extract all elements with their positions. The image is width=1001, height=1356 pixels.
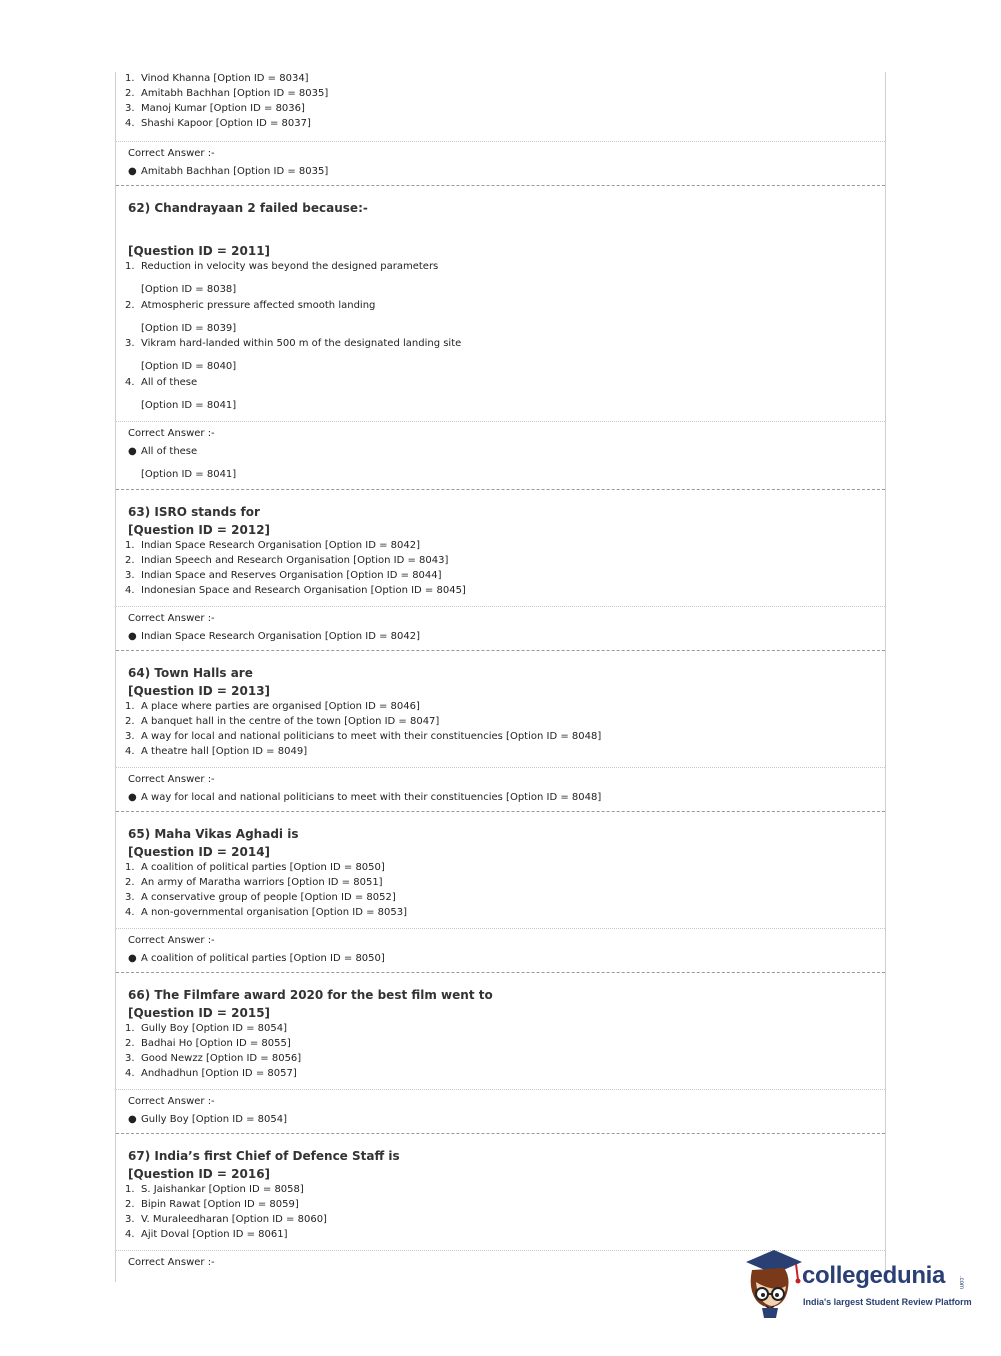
mascot-icon — [740, 1248, 804, 1320]
correct-answer: ● All of these — [128, 446, 198, 457]
option-item: 3. Vikram hard-landed within 500 m of the designated landing site — [125, 338, 462, 349]
question-66-answer — [116, 1089, 885, 1134]
correct-answer: ● Amitabh Bachhan [Option ID = 8035] — [128, 166, 329, 177]
question-id: [Question ID = 2014] — [128, 845, 271, 859]
question-frame — [115, 72, 886, 1282]
option-item: 1. Vinod Khanna [Option ID = 8034] — [125, 73, 309, 84]
correct-answer-label: Correct Answer :- — [128, 774, 215, 785]
option-id: [Option ID = 8041] — [141, 400, 237, 411]
correct-answer-label: Correct Answer :- — [128, 1257, 215, 1268]
bullet-icon: ● — [128, 166, 137, 177]
option-id: [Option ID = 8039] — [141, 323, 237, 334]
question-62-answer — [116, 421, 885, 490]
correct-answer-label: Correct Answer :- — [128, 148, 215, 159]
brand-name: collegedunia — [802, 1262, 946, 1289]
option-item: 4. A theatre hall [Option ID = 8049] — [125, 746, 308, 757]
question-61-options — [116, 72, 885, 140]
question-id: [Question ID = 2013] — [128, 684, 271, 698]
option-item: 1. A coalition of political parties [Option ID = 8050] — [125, 862, 385, 873]
question-64-answer — [116, 767, 885, 812]
option-item: 3. Indian Space and Reserves Organisation [Option ID = 8044] — [125, 570, 442, 581]
option-item: 4. Andhadhun [Option ID = 8057] — [125, 1068, 297, 1079]
option-item: 1. Gully Boy [Option ID = 8054] — [125, 1023, 288, 1034]
option-item: 1. A place where parties are organised [Option ID = 8046] — [125, 701, 420, 712]
option-item: 4. All of these — [125, 377, 198, 388]
correct-answer-label: Correct Answer :- — [128, 428, 215, 439]
question-id: [Question ID = 2011] — [128, 244, 271, 258]
question-id: [Question ID = 2012] — [128, 523, 271, 537]
option-item: 1. Reduction in velocity was beyond the designed parameters — [125, 261, 439, 272]
question-62 — [116, 185, 885, 422]
option-item: 2. Atmospheric pressure affected smooth landing — [125, 300, 376, 311]
question-65 — [116, 811, 885, 929]
bullet-icon: ● — [128, 953, 137, 964]
correct-answer: ● A way for local and national politicians to meet with their constituencies [Option ID = 8048] — [128, 792, 602, 803]
question-id: [Question ID = 2016] — [128, 1167, 271, 1181]
option-item: 2. Bipin Rawat [Option ID = 8059] — [125, 1199, 299, 1210]
option-item: 4. Ajit Doval [Option ID = 8061] — [125, 1229, 288, 1240]
question-title: 63) ISRO stands for — [128, 505, 260, 519]
question-66 — [116, 972, 885, 1090]
correct-answer: ● Gully Boy [Option ID = 8054] — [128, 1114, 288, 1125]
question-61-answer — [116, 141, 885, 186]
question-64 — [116, 650, 885, 768]
bullet-icon: ● — [128, 1114, 137, 1125]
option-id: [Option ID = 8038] — [141, 284, 237, 295]
option-item: 2. A banquet hall in the centre of the town [Option ID = 8047] — [125, 716, 440, 727]
option-id: [Option ID = 8040] — [141, 361, 237, 372]
option-item: 3. V. Muraleedharan [Option ID = 8060] — [125, 1214, 327, 1225]
correct-answer: ● Indian Space Research Organisation [Option ID = 8042] — [128, 631, 421, 642]
question-title: 67) India’s first Chief of Defence Staff is — [128, 1149, 400, 1163]
option-item: 4. Shashi Kapoor [Option ID = 8037] — [125, 118, 311, 129]
question-65-answer — [116, 928, 885, 973]
option-item: 3. Good Newzz [Option ID = 8056] — [125, 1053, 302, 1064]
option-item: 2. Indian Speech and Research Organisation [Option ID = 8043] — [125, 555, 449, 566]
correct-answer: ● A coalition of political parties [Option ID = 8050] — [128, 953, 385, 964]
option-item: 4. Indonesian Space and Research Organisation [Option ID = 8045] — [125, 585, 466, 596]
question-title: 66) The Filmfare award 2020 for the best film went to — [128, 988, 493, 1002]
option-id: [Option ID = 8041] — [141, 469, 237, 480]
bullet-icon: ● — [128, 446, 137, 457]
option-item: 2. Amitabh Bachhan [Option ID = 8035] — [125, 88, 329, 99]
question-title: 65) Maha Vikas Aghadi is — [128, 827, 299, 841]
correct-answer-label: Correct Answer :- — [128, 613, 215, 624]
brand-tagline: India's largest Student Review Platform — [803, 1297, 972, 1307]
correct-answer-label: Correct Answer :- — [128, 1096, 215, 1107]
question-title: 64) Town Halls are — [128, 666, 253, 680]
bullet-icon: ● — [128, 792, 137, 803]
option-item: 1. S. Jaishankar [Option ID = 8058] — [125, 1184, 304, 1195]
correct-answer-label: Correct Answer :- — [128, 935, 215, 946]
option-item: 3. Manoj Kumar [Option ID = 8036] — [125, 103, 305, 114]
option-item: 2. Badhai Ho [Option ID = 8055] — [125, 1038, 291, 1049]
question-63 — [116, 489, 885, 607]
option-item: 3. A way for local and national politicians to meet with their constituencies [Option ID = 8048] — [125, 731, 602, 742]
option-item: 1. Indian Space Research Organisation [Option ID = 8042] — [125, 540, 421, 551]
option-item: 4. A non-governmental organisation [Option ID = 8053] — [125, 907, 407, 918]
bullet-icon: ● — [128, 631, 137, 642]
question-id: [Question ID = 2015] — [128, 1006, 271, 1020]
question-title: 62) Chandrayaan 2 failed because:- — [128, 201, 368, 215]
question-67 — [116, 1133, 885, 1251]
question-63-answer — [116, 606, 885, 651]
option-item: 2. An army of Maratha warriors [Option ID = 8051] — [125, 877, 383, 888]
option-item: 3. A conservative group of people [Option ID = 8052] — [125, 892, 396, 903]
brand-domain: .com — [958, 1276, 964, 1290]
